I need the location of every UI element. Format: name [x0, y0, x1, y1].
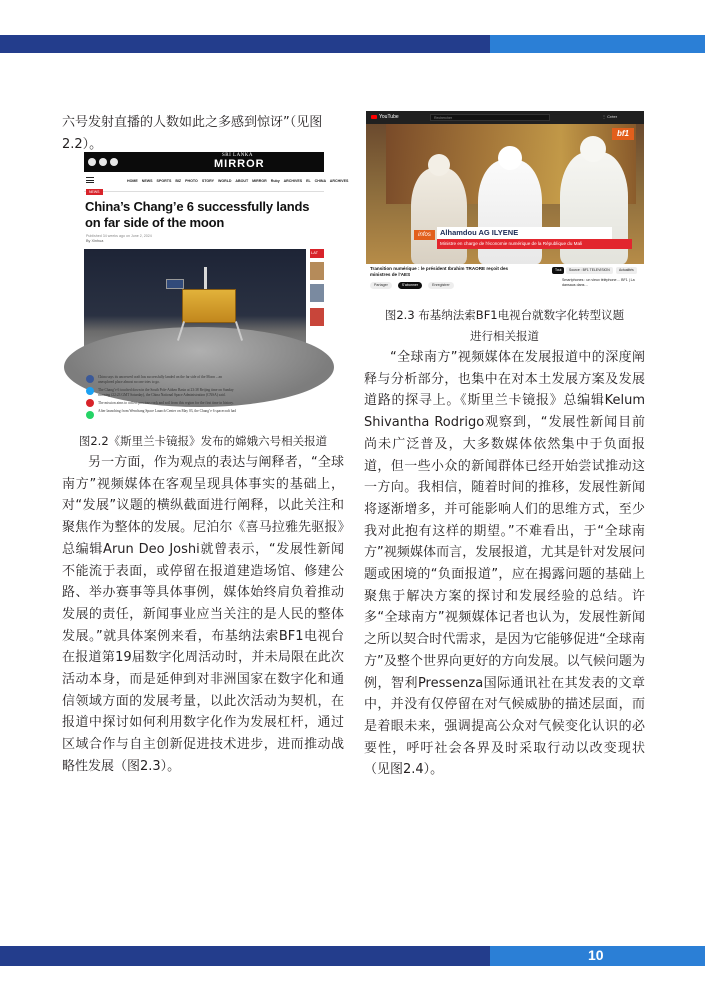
figure-2-3-video-screenshot — [366, 111, 644, 294]
figure-2-3-caption-line-1: 图2.3 布基纳法索BF1电视台就数字化转型议题 — [384, 308, 625, 322]
site-nav-items: HOME NEWS SPORTS BIZ PHOTO STORY WORLD ABOUT MIRROR Ruby ARCHIVES EL CHINA ARCHIVES — [127, 179, 349, 183]
related-videos: Smartphones : un vieux téléphone… BF1 | La dansaus dans… — [562, 278, 635, 287]
figure-2-2-news-screenshot — [84, 152, 349, 428]
bottom-bar-dark-segment — [0, 946, 490, 966]
article-line: morning (22:23 GMT Saturday), the China National Space Administration (CNSA) said. — [98, 393, 226, 397]
bf1-channel-logo: bf1 — [612, 128, 634, 140]
chip-source: Source : BF1 TELEVISION — [566, 267, 613, 274]
lower-third — [414, 227, 614, 251]
figure-2-2-caption: 图2.2《斯里兰卡镜报》发布的嫦娥六号相关报道 — [78, 434, 328, 448]
share-icons — [86, 375, 94, 423]
intro-line-1: 六号发射直播的人数如此之多感到惊讶”（见图 — [62, 115, 323, 130]
top-bar-dark-segment — [0, 35, 490, 53]
article-line: The mission aims to collect precious rock and soil from this region for the first time in history. — [98, 401, 234, 405]
article-headline: China’s Chang’e 6 successfully lands on far side of the moon — [85, 199, 310, 230]
youtube-logo: YouTube — [371, 114, 399, 120]
whatsapp-share-icon — [86, 411, 94, 419]
site-logo: MIRROR — [214, 158, 265, 170]
lander-solar-panel — [166, 279, 184, 289]
site-nav — [84, 172, 349, 192]
article-line: China says its uncrewed craft has successfully landed on the far side of the Moon – an — [98, 375, 222, 379]
sidebar-thumbnail — [310, 262, 324, 280]
sidebar-thumbnail — [310, 308, 324, 326]
lower-third-name: Alhamdou AG ILYENE — [437, 227, 612, 239]
person-center-head — [498, 146, 522, 170]
right-column-body — [364, 347, 645, 781]
hamburger-icon — [86, 177, 94, 183]
video-info-panel — [366, 264, 644, 294]
lander-mast — [204, 267, 207, 291]
article-body — [98, 375, 308, 414]
save-button: Enregistrer — [428, 282, 454, 289]
chip-news: Actualités — [616, 267, 637, 274]
chip-all: Tout — [552, 267, 564, 274]
facebook-icon — [88, 158, 96, 166]
lander-body — [182, 289, 236, 323]
sidebar-thumbnail — [310, 284, 324, 302]
lower-third-label: infos — [414, 230, 435, 240]
figure-2-3-caption-line-2: 进行相关报道 — [470, 329, 539, 343]
right-body-paragraph: “全球南方”视频媒体在发展报道中的深度阐释与分析部分，也集中在对本土发展方案及发展道路的探寻上。《斯里兰卡镜报》总编辑Kelum Shivantha Rodrigo观察到，“发展性新闻目前尚未广泛普及，大多数媒体依然集中于负面报道，但一些小众的新闻群体已经开始尝试推动这一方向。我相信，随着时间的推移，发展性新闻将逐渐增多，并可能影响人们的思维方式，至少我对此抱有这样的期望。”不难看出，于“全球南方”视频媒体而言，发展报道，尤其是针对发展问题或困境的“负面报道”，应在揭露问题的基础上聚焦于解决方案的探讨和发展经验的总结。许多“全球南方”视频媒体记者也认为，发展性新闻之所以契合时代需求，是因为它能够促进“全球南方”及整个世界向更好的方向发展。以气候问题为例，智利Pressenza国际通讯社在其发表的文章中，并没有仅停留在对气候威胁的描述层面，而是着眼未来，强调提高公众对气候变化认识的必要性，呼吁社会各界及时采取行动以改变现状（见图2.4）。 — [364, 350, 645, 778]
youtube-search-bar: Rechercher — [430, 114, 550, 121]
page-number: 10 — [588, 947, 604, 963]
youtube-icon — [110, 158, 118, 166]
news-tag: NEWS — [86, 189, 103, 195]
video-frame — [366, 124, 644, 264]
twitter-share-icon — [86, 387, 94, 395]
sidebar-latest-label: LAT — [310, 249, 324, 258]
figure-2-3-caption — [364, 305, 645, 347]
article-meta: Published 34 weeks ago on June 2, 2024 — [86, 234, 152, 238]
left-body-paragraph: 另一方面，作为观点的表达与阐释者，“全球南方”视频媒体在客观呈现具体事实的基础上，对“发展”议题的横纵截面进行阐释，以此关注和聚焦作为整体的发展。尼泊尔《喜马拉雅先驱报》总编辑Arun Deo Joshi就曾表示，“发展性新闻不能流于表面，或停留在报道建造场馆、修建公路、举办赛事等具体事例，媒体始终肩负着推动发展的责任，新闻事业应当关注的是人民的整体发展。”就具体案例来看，布基纳法索BF1电视台在报道第19届数字化周活动时，并未局限在此次活动本身，而是延伸到对非洲国家在数字化和通信领域方面的发展考量，以此次活动为契机，在报道中探讨如何利用数字化作为发展杠杆，通过区域合作与自主创新促进技术进步，进而推动战略性发展（图2.3）。 — [62, 455, 344, 774]
person-left-head — [428, 154, 450, 176]
article-line: unexplored place almost no one tries to go. — [98, 380, 160, 384]
pinterest-share-icon — [86, 399, 94, 407]
site-header — [84, 152, 324, 172]
share-button: Partager — [370, 282, 392, 289]
twitter-icon — [99, 158, 107, 166]
youtube-header-actions: ⋮ Créer — [602, 114, 618, 119]
lunar-lander-photo — [84, 249, 306, 370]
top-bar-light-segment — [490, 35, 705, 53]
top-decorative-bar — [0, 35, 705, 53]
youtube-header — [366, 111, 644, 124]
intro-line-2: 2.2）。 — [62, 136, 103, 152]
person-right-head — [580, 136, 606, 162]
facebook-share-icon — [86, 375, 94, 383]
video-title: Transition numérique : le président Ibrahim TRAORE reçoit des ministres de l'AES — [370, 266, 509, 277]
article-author: By Xinhua — [86, 239, 104, 243]
lower-third-role: Ministre en charge de l'économie numérique de la République du Mali — [437, 239, 632, 249]
left-column-body — [62, 452, 344, 778]
video-actions — [370, 281, 459, 289]
article-line: After launching from Wenchang Space Launch Center on May 03, the Chang’e 6 spacecraft had — [98, 409, 237, 413]
site-logo-subtitle: SRI LANKA — [222, 153, 254, 158]
article-line: The Chang’e 6 touched down in the South Pole-Aitken Basin at 23:38 Beijing time on Sunday — [98, 388, 234, 392]
left-column-intro — [62, 112, 344, 155]
bottom-decorative-bar — [0, 946, 705, 966]
subscribe-button: S'abonner — [398, 282, 422, 289]
